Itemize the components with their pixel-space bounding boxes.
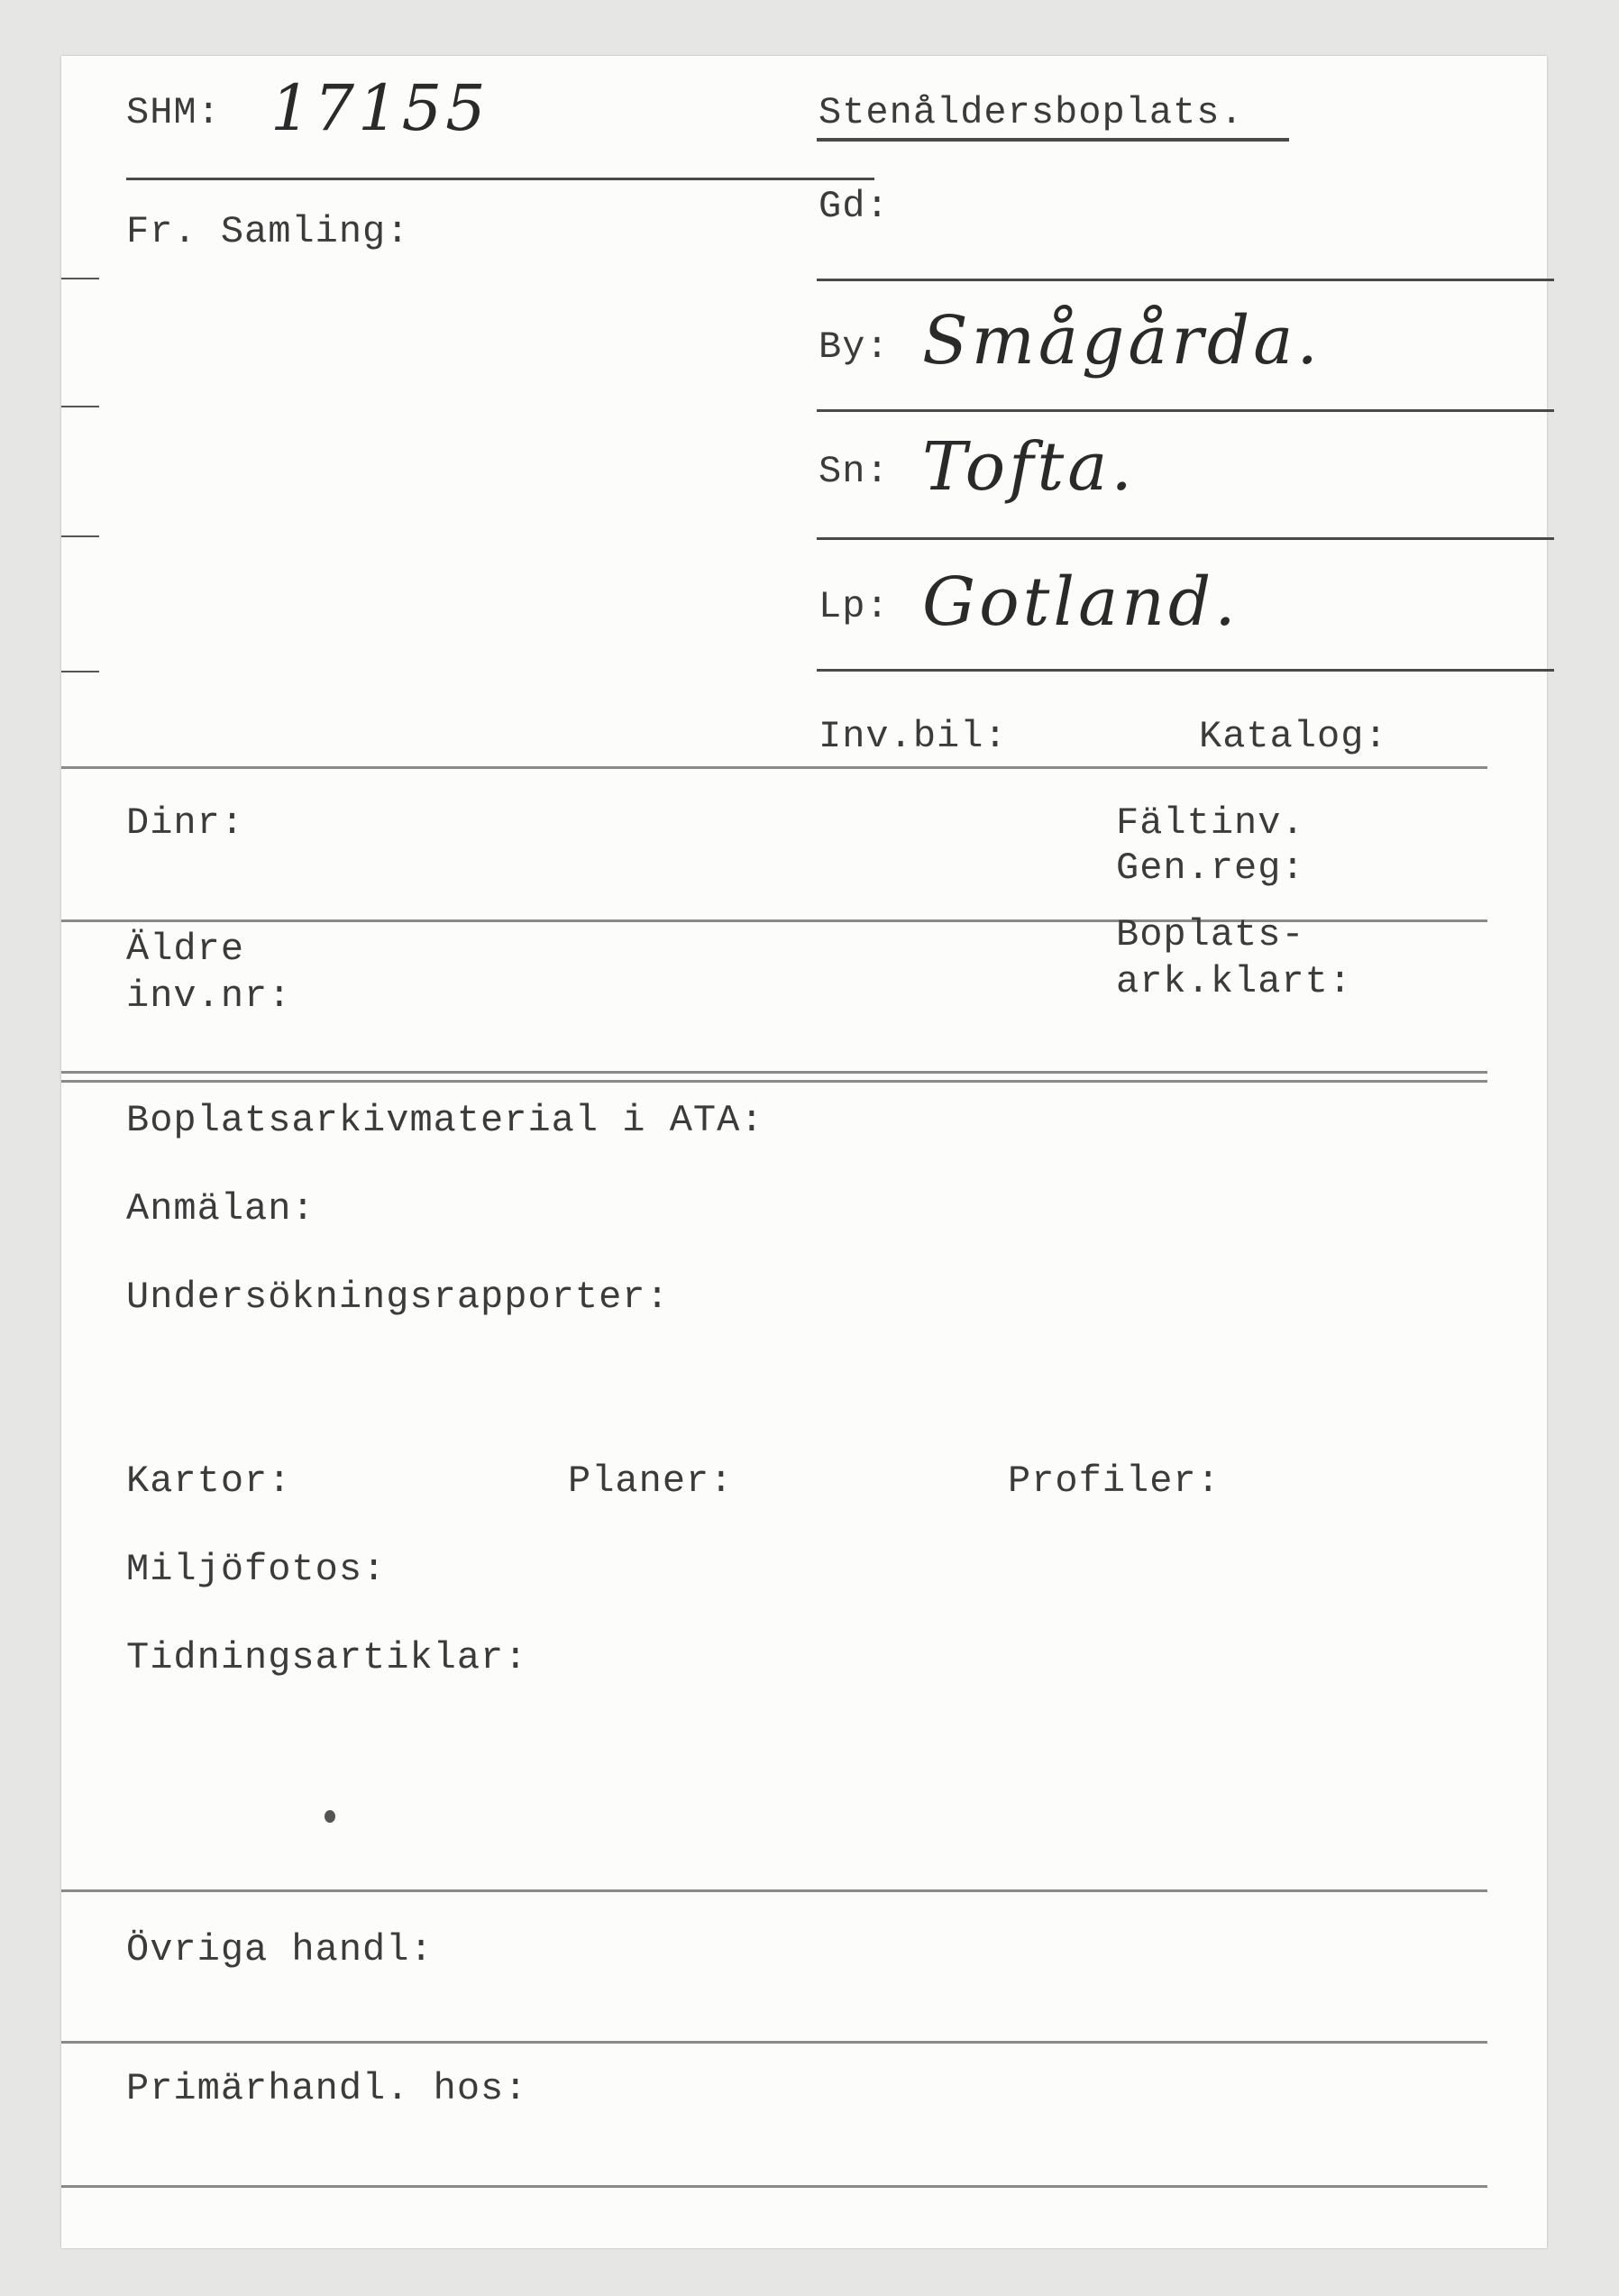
section-divider-3a — [61, 1071, 1487, 1074]
dinr-label: Dinr: — [126, 801, 245, 845]
edge-tick — [61, 406, 99, 407]
sn-rule — [817, 537, 1554, 540]
ark-klart-label: ark.klart: — [1116, 960, 1353, 1003]
by-value-handwritten: Smågårda. — [922, 302, 1322, 380]
by-label: By: — [819, 325, 890, 369]
shm-label: SHM: — [126, 91, 221, 134]
section-divider-1 — [61, 766, 1487, 769]
boplatsarkiv-label: Boplatsarkivmaterial i ATA: — [126, 1099, 764, 1142]
lp-label: Lp: — [819, 585, 890, 628]
primarhandl-label: Primärhandl. hos: — [126, 2067, 528, 2110]
undersokning-label: Undersökningsrapporter: — [126, 1276, 670, 1319]
fr-samling-label: Fr. Samling: — [126, 210, 410, 253]
ink-dot — [325, 1810, 335, 1823]
top-left-rule — [126, 178, 874, 180]
tidningsartiklar-label: Tidningsartiklar: — [126, 1636, 528, 1679]
gen-reg-label: Gen.reg: — [1116, 846, 1305, 890]
lp-rule — [817, 669, 1554, 672]
by-rule — [817, 409, 1554, 412]
gd-label: Gd: — [819, 185, 890, 228]
boplats-label: Boplats- — [1116, 913, 1305, 956]
section-divider-6 — [61, 2185, 1487, 2188]
inv-bil-label: Inv.bil: — [819, 715, 1008, 758]
inv-nr-label: inv.nr: — [126, 974, 292, 1018]
section-divider-4 — [61, 1889, 1487, 1892]
katalog-label: Katalog: — [1199, 715, 1388, 758]
anmalan-label: Anmälan: — [126, 1187, 316, 1230]
edge-tick — [61, 671, 99, 672]
planer-label: Planer: — [568, 1459, 734, 1503]
sn-value-handwritten: Tofta. — [922, 428, 1136, 506]
profiler-label: Profiler: — [1008, 1459, 1221, 1503]
lp-value-handwritten: Gotland. — [922, 563, 1239, 641]
edge-tick — [61, 535, 99, 537]
heading-underline — [817, 138, 1289, 142]
section-divider-5 — [61, 2041, 1487, 2044]
edge-tick — [61, 278, 99, 279]
section-divider-3b — [61, 1080, 1487, 1083]
card-heading: Stenåldersboplats. — [819, 91, 1244, 134]
gd-rule — [817, 279, 1554, 281]
shm-number-handwritten: 17155 — [270, 71, 489, 145]
ovriga-label: Övriga handl: — [126, 1928, 434, 1971]
sn-label: Sn: — [819, 450, 890, 493]
aldre-label: Äldre — [126, 928, 245, 971]
miljofotos-label: Miljöfotos: — [126, 1548, 387, 1591]
faltinv-label: Fältinv. — [1116, 801, 1305, 845]
kartor-label: Kartor: — [126, 1459, 292, 1503]
archive-index-card — [61, 56, 1547, 2248]
